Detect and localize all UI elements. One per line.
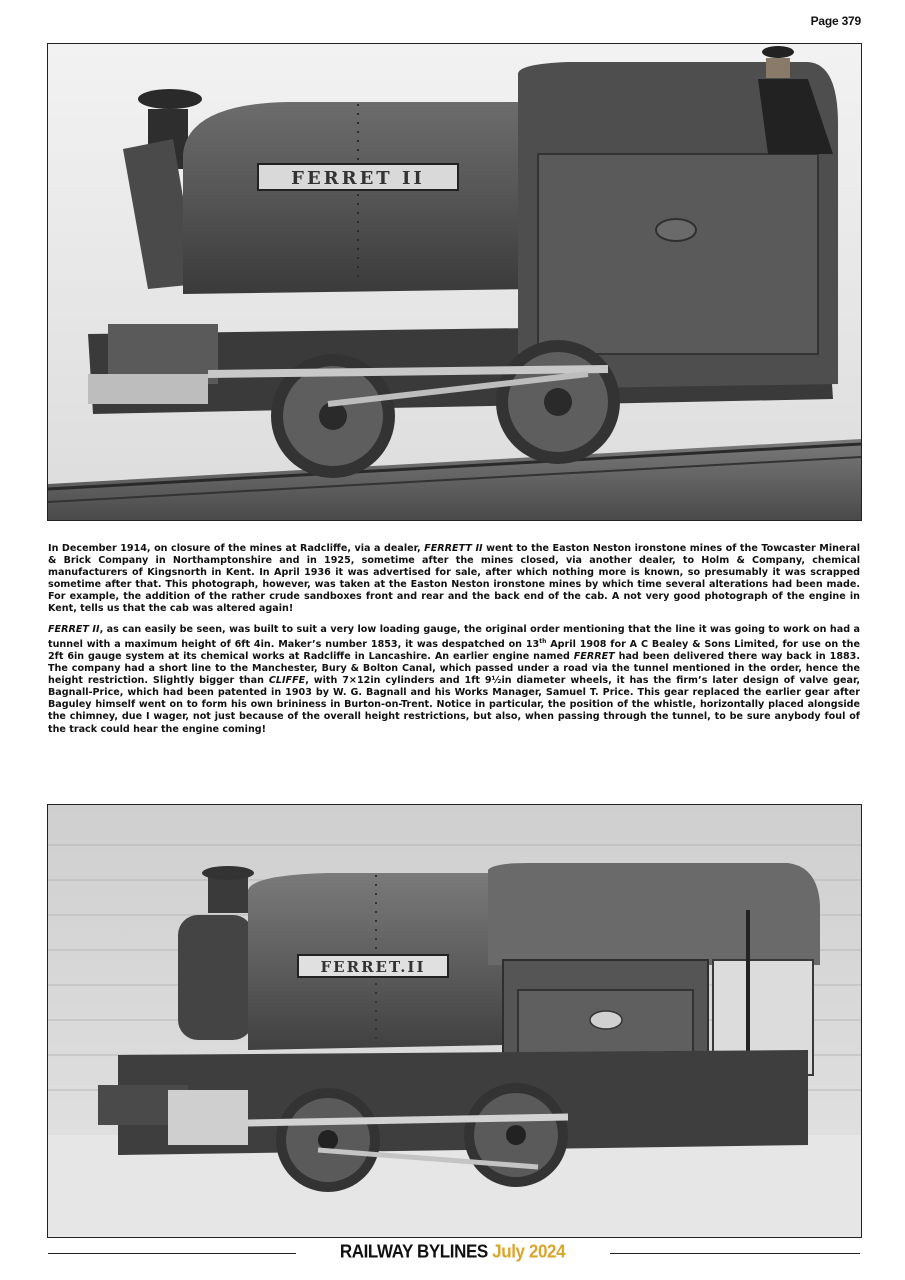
caption-1-engine-name: FERRETT II [424, 542, 483, 554]
caption-2-engine-name-3: CLIFFE [268, 675, 306, 687]
magazine-title: RAILWAY BYLINES [339, 1241, 488, 1262]
footer-rule-right [610, 1253, 860, 1254]
page-footer [0, 1242, 905, 1272]
caption-1-text-b: went to the Easton Neston ironstone mines of the Towcaster Mineral & Brick Company in Northamptonshire and in 1925, sometime after the mines closed, via another dealer, to Holm & Company, chemical manufacturers of Kingsnorth in Kent. In April 1936 it was advertised for sale, after which nothing more is known, so presumably it was scrapped sometime after that. This photograph, however, was taken at the Easton Neston ironstone mines by which time several alterations had been made. For example, the addition of the rather crude sandboxes front and rear and the back end of the cab. A not very good photograph of the engine in Kent, tells us that the cab was altered again! [48, 542, 860, 615]
locomotive-photo-top-image [48, 44, 861, 520]
locomotive-photo-bottom [47, 804, 862, 1238]
caption-2-ordinal: th [539, 637, 547, 645]
locomotive-photo-bottom-image [48, 805, 861, 1237]
caption-1-text-a: In December 1914, on closure of the mines at Radcliffe, via a dealer, [48, 542, 425, 554]
caption-2-text-d: , with 7×12in cylinders and 1ft 9½in diameter wheels, it has the firm’s later design of valve gear, Bagnall-Price, which had been patented in 1903 by W. G. Bagnall and his Works Manager, Samuel T. Price. This gear replaced the earlier gear after Baguley himself went on to form his own brininess in Burton-on-Trent. Notice in particular, the position of the whistle, horizontally placed alongside the chimney, due I wager, not just because of the overall height restrictions, but also, when passing through the tunnel, to be sure anybody foul of the track could hear the engine coming! [48, 675, 860, 735]
caption-paragraph-2 [48, 624, 860, 736]
locomotive-photo-top [47, 43, 862, 521]
nameplate-bottom-text: FERRET.II [320, 958, 426, 976]
issue-date: July 2024 [492, 1241, 566, 1262]
footer-masthead [300, 1241, 605, 1263]
caption-2-text-b: April 1908 for A C Bealey & Sons Limited, for use on the 2ft 6in gauge system at its chemical works at Radcliffe in Lancashire. An earlier engine named [48, 638, 860, 662]
caption-2-text-a: , as can easily be seen, was built to suit a very low loading gauge, the original order mentioning that the line it was going to work on had a tunnel with a maximum height of 6ft 4in. Maker’s number 1853, it was despatched on 13 [48, 623, 860, 650]
page-number: Page 379 [810, 14, 861, 28]
caption-2-engine-name-2: FERRET [573, 650, 615, 662]
caption-paragraph-1 [48, 543, 860, 616]
nameplate-top-text: FERRET II [291, 168, 425, 189]
footer-rule-left [48, 1253, 296, 1254]
caption-2-engine-name-1: FERRET II [48, 623, 100, 635]
caption-2-text-c: had been delivered there way back in 1883. The company had a short line to the Manchester, Bury & Bolton Canal, which passed under a road via the tunnel mentioned in the order, hence the height restriction. Slightly bigger than [48, 650, 860, 687]
